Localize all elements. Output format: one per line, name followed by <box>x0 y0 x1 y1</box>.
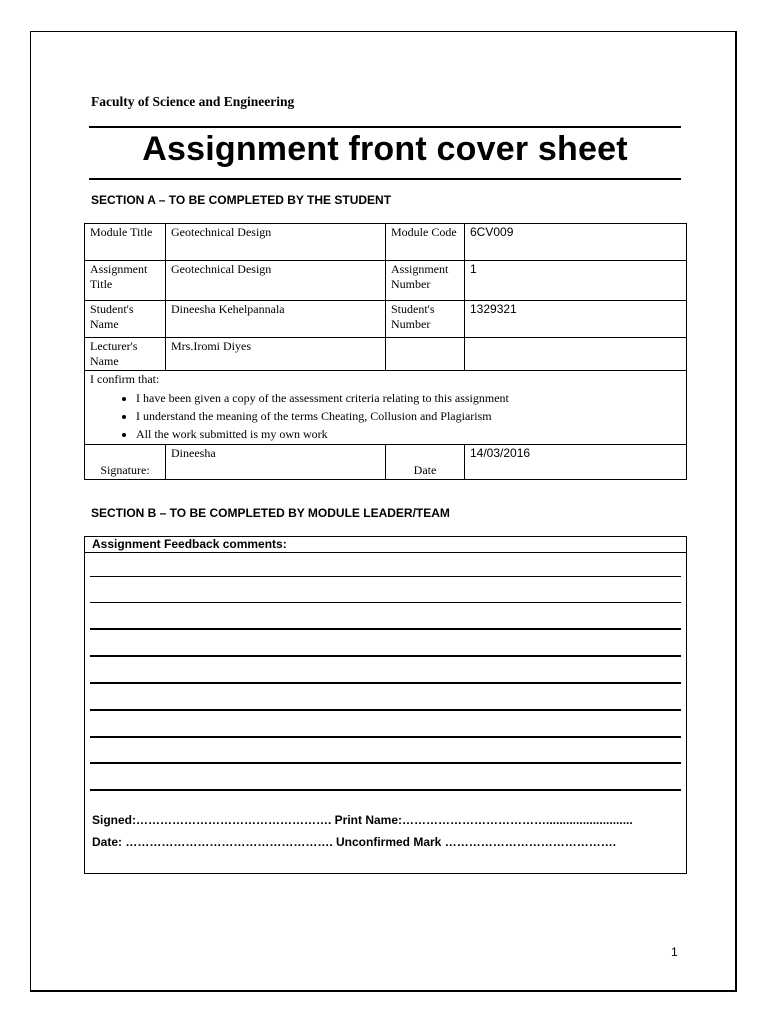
date-label: Date <box>386 445 465 480</box>
confirm-list <box>90 389 681 443</box>
date-mark-line: Date: ……………………………………………. Unconfirmed Mark ……………………………………. <box>92 835 617 849</box>
feedback-line <box>90 736 681 738</box>
table-row <box>85 224 687 261</box>
empty-value-cell <box>465 338 687 371</box>
module-title-label: Module Title <box>85 224 166 261</box>
date-value: 14/03/2016 <box>465 445 687 480</box>
table-row <box>85 338 687 371</box>
confirm-intro: I confirm that: <box>90 372 160 386</box>
table-row <box>85 261 687 301</box>
lecturer-name-value: Mrs.Iromi Diyes <box>166 338 386 371</box>
section-b-heading: SECTION B – TO BE COMPLETED BY MODULE LEADER/TEAM <box>91 506 450 520</box>
feedback-line <box>90 789 681 791</box>
page-number: 1 <box>671 945 678 959</box>
confirmation-cell <box>85 371 687 445</box>
lecturer-name-label: Lecturer's Name <box>85 338 166 371</box>
empty-label-cell <box>386 338 465 371</box>
student-number-label: Student's Number <box>386 301 465 338</box>
student-number-value: 1329321 <box>465 301 687 338</box>
signature-label: Signature: <box>85 445 166 480</box>
feedback-label: Assignment Feedback comments: <box>85 537 686 553</box>
table-row <box>85 445 687 480</box>
feedback-line <box>90 602 681 603</box>
document-page <box>30 31 737 992</box>
student-name-label: Student's Name <box>85 301 166 338</box>
assignment-number-label: Assignment Number <box>386 261 465 301</box>
signature-value: Dineesha <box>166 445 386 480</box>
feedback-line <box>90 576 681 577</box>
feedback-line <box>90 709 681 711</box>
list-item: • I understand the meaning of the terms Cheating, Collusion and Plagiarism <box>136 407 681 425</box>
student-details-table <box>84 223 687 480</box>
feedback-line <box>90 628 681 630</box>
signed-print-name-line: Signed:…………………………………………. Print Name:……………………………….......................... <box>92 813 633 827</box>
list-item: • All the work submitted is my own work <box>136 425 681 443</box>
assignment-title-value: Geotechnical Design <box>166 261 386 301</box>
feedback-box <box>84 536 687 874</box>
feedback-line <box>90 682 681 684</box>
faculty-name: Faculty of Science and Engineering <box>91 94 295 109</box>
table-row <box>85 371 687 445</box>
module-code-value: 6CV009 <box>465 224 687 261</box>
list-item: • I have been given a copy of the assessment criteria relating to this assignment <box>136 389 681 407</box>
student-name-value: Dineesha Kehelpannala <box>166 301 386 338</box>
title-top-rule <box>89 126 681 128</box>
section-a-heading: SECTION A – TO BE COMPLETED BY THE STUDENT <box>91 193 392 207</box>
page-title: Assignment front cover sheet <box>142 130 628 168</box>
feedback-line <box>90 655 681 657</box>
feedback-line <box>90 762 681 764</box>
title-bottom-rule <box>89 178 681 180</box>
assignment-title-label: Assignment Title <box>85 261 166 301</box>
table-row <box>85 301 687 338</box>
assignment-number-value: 1 <box>465 261 687 301</box>
module-code-label: Module Code <box>386 224 465 261</box>
module-title-value: Geotechnical Design <box>166 224 386 261</box>
